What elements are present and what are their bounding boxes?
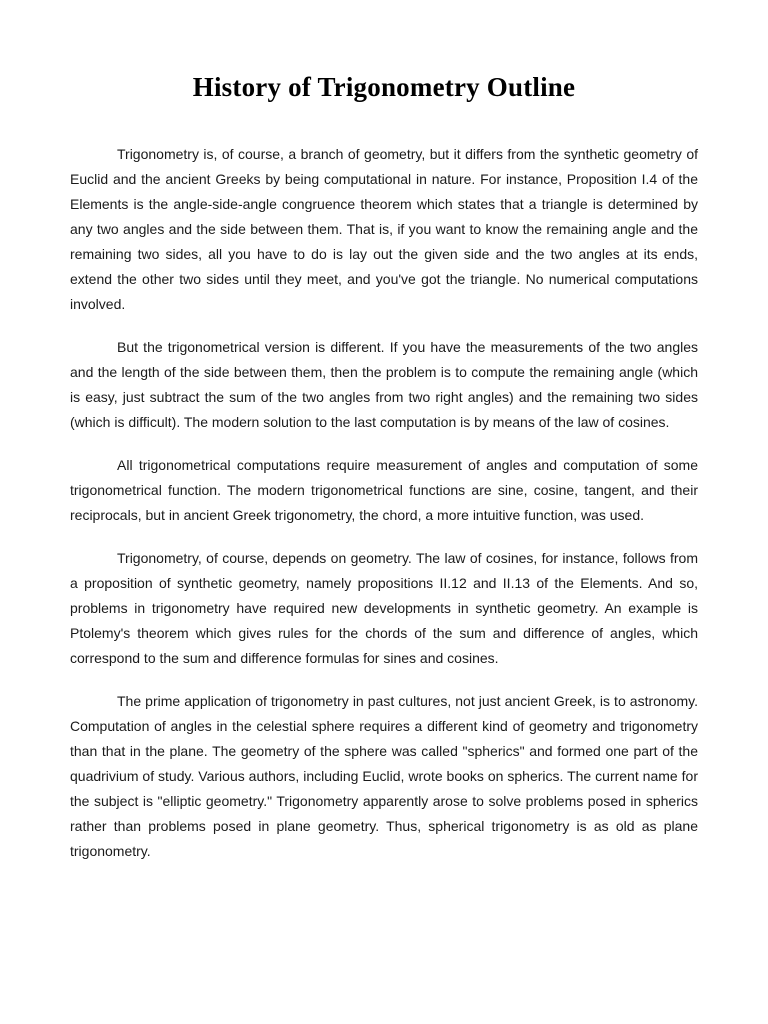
paragraph-1: Trigonometry is, of course, a branch of geometry, but it differs from the synthetic geometry of Euclid and the ancient Greeks by being computational in nature. For instance, Proposition I.4 of the Elements is the angle-side-angle congruence theorem which states that a triangle is determined by any two angles and the side between them. That is, if you want to know the remaining angle and the remaining two sides, all you have to do is lay out the given side and the two angles at its ends, extend the other two sides until they meet, and you've got the triangle. No numerical computations involved.	[70, 146, 698, 312]
paragraph-2: But the trigonometrical version is different. If you have the measurements of the two angles and the length of the side between them, then the problem is to compute the remaining angle (which is easy, just subtract the sum of the two angles from two right angles) and the remaining two sides (which is difficult). The modern solution to the last computation is by means of the law of cosines.	[70, 339, 698, 430]
paragraph-4: Trigonometry, of course, depends on geometry. The law of cosines, for instance, follows from a proposition of synthetic geometry, namely propositions II.12 and II.13 of the Elements. And so, problems in trigonometry have required new developments in synthetic geometry. An example is Ptolemy's theorem which gives rules for the chords of the sum and difference of angles, which correspond to the sum and difference formulas for sines and cosines.	[70, 550, 698, 666]
paragraph-3: All trigonometrical computations require measurement of angles and computation of some trigonometrical function. The modern trigonometrical functions are sine, cosine, tangent, and their reciprocals, but in ancient Greek trigonometry, the chord, a more intuitive function, was used.	[70, 457, 698, 523]
paragraph-5: The prime application of trigonometry in past cultures, not just ancient Greek, is to astronomy. Computation of angles in the celestial sphere requires a different kind of geometry and trigonometry than that in the plane. The geometry of the sphere was called "spherics" and formed one part of the quadrivium of study. Various authors, including Euclid, wrote books on spherics. The current name for the subject is "elliptic geometry." Trigonometry apparently arose to solve problems posed in spherics rather than problems posed in plane geometry. Thus, spherical trigonometry is as old as plane trigonometry.	[70, 693, 698, 859]
page-title: History of Trigonometry Outline	[192, 72, 576, 102]
